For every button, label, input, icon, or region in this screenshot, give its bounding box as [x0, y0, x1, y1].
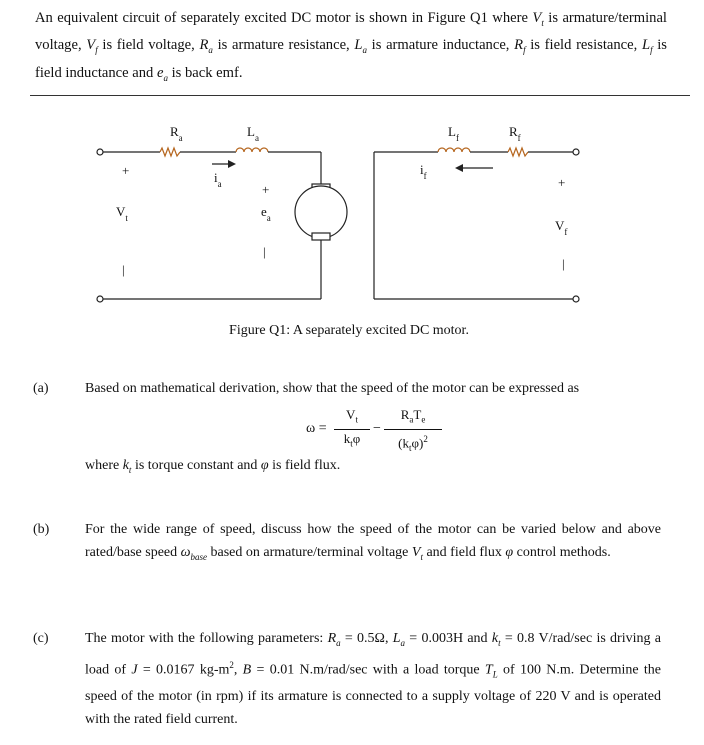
q-text: The motor with the following parameters: [85, 631, 328, 646]
frac2-den-tail: φ) [411, 434, 424, 450]
q-text: control methods. [513, 544, 611, 560]
rf-symbol: R [514, 37, 524, 54]
field-inductor [438, 148, 470, 152]
question-label: (a) [33, 381, 49, 396]
label-vf-minus: | [562, 256, 565, 271]
label-vf-plus: + [558, 175, 566, 190]
ra-sub: a [208, 45, 213, 56]
intro-text: is field resistance, [525, 37, 642, 54]
intro-text: is armature resistance, [212, 37, 355, 54]
la-sub: a [400, 637, 406, 648]
arrow-head [228, 160, 236, 168]
lf-symbol: L [641, 37, 651, 54]
la-symbol: L [392, 631, 401, 646]
q-text: = 0.0167 kg-m [137, 662, 230, 678]
question-c [0, 628, 704, 740]
q-text: , [233, 662, 243, 678]
terminal-top-right [573, 149, 579, 155]
label-vf: $V_f$ [555, 218, 568, 237]
fraction-bar [334, 429, 370, 430]
label-la: $L_a$ [247, 124, 259, 143]
ea-symbol: e [156, 64, 164, 81]
frac2-den-sup: 2 [423, 433, 428, 444]
formula-lhs: ω = [306, 421, 327, 436]
j-symbol: J [131, 662, 138, 678]
q-text: For the wide range of speed, discuss how the speed of the motor can be varied below and above rated/base speed [85, 522, 661, 560]
frac2-num-sub2: e [421, 414, 426, 425]
terminal-bottom-right [573, 296, 579, 302]
q-text: and field flux [422, 544, 506, 560]
vf-symbol: V [86, 37, 96, 54]
fraction-2 [384, 407, 442, 456]
kt-sub: t [128, 464, 132, 475]
label-vt: $V_t$ [116, 204, 128, 223]
armature-inductor [236, 148, 268, 152]
label-ea-plus: + [262, 182, 270, 197]
speed-formula [306, 403, 466, 455]
phi-symbol: φ [505, 544, 514, 560]
terminal-top-left [97, 149, 103, 155]
problem-intro [0, 0, 704, 96]
brush-bottom [312, 233, 330, 240]
label-if: $i_f$ [420, 162, 427, 181]
circuit-figure [0, 96, 704, 356]
lf-sub: f [650, 45, 653, 56]
intro-paragraph [35, 7, 667, 89]
where-text: where [85, 458, 123, 473]
q-text: based on armature/terminal voltage [207, 544, 412, 560]
frac2-den-sub: t [408, 442, 412, 453]
motor-armature [295, 186, 347, 238]
intro-text: An equivalent circuit of separately excited DC motor is shown in Figure Q1 where [35, 10, 533, 26]
fraction-1 [334, 407, 370, 451]
omega-symbol: ω [180, 544, 191, 560]
ra-sub: a [336, 637, 341, 648]
intro-text: is armature inductance, [367, 37, 515, 54]
fraction-bar [384, 429, 442, 430]
frac2-num-t: T [413, 407, 422, 422]
vt-symbol: V [411, 544, 421, 560]
q-text: of 100 N.m. Determine the speed of the motor (in rpm) if its armature is connected to a supply voltage of 220 V and is operated with the rated field current. [85, 662, 662, 727]
frac1-den: k [343, 430, 351, 446]
label-ea-minus: | [263, 244, 266, 259]
q-text: = 0.01 N.m/rad/sec with a load torque [251, 662, 485, 678]
question-text [85, 628, 661, 731]
omega-sub: base [190, 551, 208, 562]
intro-text: is field voltage, [97, 37, 200, 54]
tl-sub: L [492, 669, 498, 680]
frac1-den-phi: φ [352, 430, 361, 446]
frac1-den-sub: t [350, 438, 353, 449]
label-vt-minus: | [122, 262, 125, 277]
formula-minus: − [373, 421, 381, 436]
q-text: = 0.5Ω, [340, 631, 393, 646]
question-b [0, 519, 704, 599]
label-ea: $e_a$ [261, 204, 271, 223]
label-vt-plus: + [122, 163, 130, 178]
label-rf: $R_f$ [509, 124, 521, 143]
vt-symbol: V [532, 10, 542, 26]
circuit-diagram [0, 96, 704, 326]
label-ra: $R_a$ [170, 124, 183, 143]
kt-sub: t [498, 637, 501, 648]
q-text: = 0.8 V/rad/sec is driving a load of [85, 631, 661, 678]
ra-symbol: R [327, 631, 337, 646]
frac1-num-sub: t [355, 414, 358, 425]
intro-text: is field inductance and [35, 37, 667, 81]
question-text [85, 519, 661, 568]
question-text: Based on mathematical derivation, show that the speed of the motor can be expressed as [85, 381, 580, 396]
where-line [85, 455, 585, 481]
ra-symbol: R [199, 37, 209, 54]
field-resistor [508, 148, 528, 156]
where-text: is field flux. [268, 458, 341, 473]
figure-caption [0, 323, 704, 339]
kt-symbol: k [491, 631, 499, 646]
armature-resistor [160, 148, 180, 156]
intro-text: is back emf. [167, 64, 243, 81]
frac2-den: (k [398, 434, 409, 450]
question-label: (b) [33, 522, 50, 537]
q-text: = 0.003H and [405, 631, 492, 646]
frac2-num-sub: a [409, 414, 414, 425]
vt-sub: t [420, 551, 423, 562]
frac2-num: R [400, 407, 410, 422]
label-lf: $L_f$ [448, 124, 459, 143]
ea-sub: a [163, 72, 168, 83]
frac1-num: V [346, 407, 356, 422]
question-label: (c) [33, 631, 49, 646]
vt-sub: t [541, 17, 544, 28]
vf-sub: f [95, 45, 98, 56]
where-text: is torque constant and [131, 458, 261, 473]
label-ia: $i_a$ [214, 170, 222, 189]
superscript: 2 [229, 660, 234, 671]
rf-sub: f [523, 45, 526, 56]
intro-text: is armature/terminal voltage, [35, 10, 667, 54]
kt-symbol: k [122, 458, 129, 473]
phi-symbol: φ [260, 458, 269, 473]
la-sub: a [362, 45, 367, 56]
tl-symbol: T [484, 662, 493, 678]
figure-caption-text: Figure Q1: A separately excited DC motor. [229, 323, 469, 338]
question-a [0, 378, 704, 488]
arrow-head [455, 164, 463, 172]
la-symbol: L [354, 37, 363, 54]
terminal-bottom-left [97, 296, 103, 302]
b-symbol: B [242, 662, 252, 678]
